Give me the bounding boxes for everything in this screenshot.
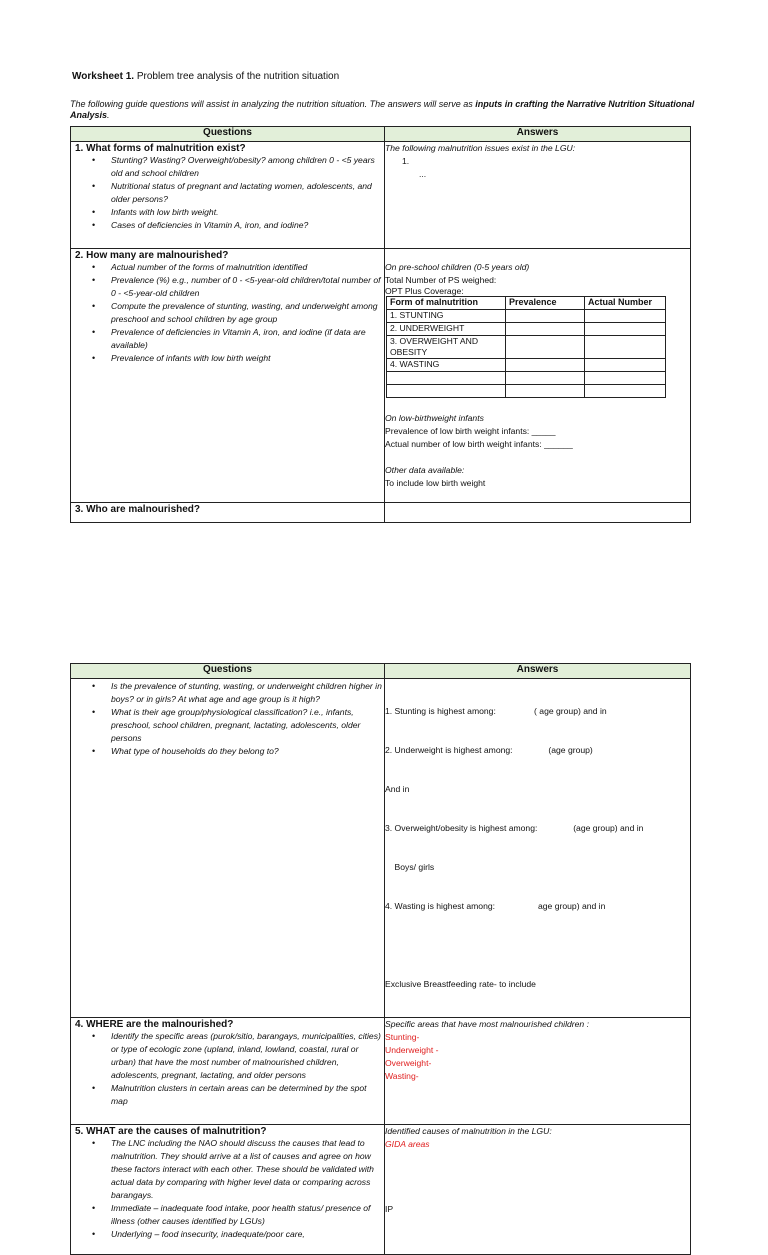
actual-cell[interactable]	[585, 372, 666, 385]
q3-bullets	[71, 679, 384, 758]
q2-preschool-label: On pre-school children (0-5 years old)	[385, 262, 530, 272]
q3-answer-cell[interactable]	[385, 503, 691, 523]
inner-row-label	[387, 372, 506, 385]
q2-opt-coverage: OPT Plus Coverage:	[385, 286, 464, 296]
inner-header-prevalence: Prevalence	[506, 297, 585, 310]
q1-answer-item: 1.	[402, 156, 410, 166]
q5-gida-areas: GIDA areas	[385, 1139, 430, 1149]
list-item: • What is their age group/physiological classification? i.e., infants, preschool, school children, pregnant, lactating, adolescents, older persons	[111, 706, 384, 745]
inner-row-label: 1. STUNTING	[387, 310, 506, 323]
answer-line: 4. Wasting is highest among: age group) and in	[385, 901, 606, 911]
q5-answer-intro: Identified causes of malnutrition in the LGU:	[385, 1126, 552, 1136]
list-item: • Is the prevalence of stunting, wasting, or underweight children higher in boys? or in girls? At what age and age group is it high?	[111, 680, 384, 706]
prevalence-cell[interactable]	[506, 385, 585, 398]
answer-line: 2. Underweight is highest among: (age group)	[385, 745, 593, 755]
q3-heading: 3. Who are malnourished?	[75, 504, 201, 515]
table-row	[71, 679, 691, 1018]
list-item: • Infants with low birth weight.	[111, 206, 384, 219]
list-item: • Immediate – inadequate food intake, poor health status/ presence of illness (other causes identified by LGUs)	[111, 1202, 384, 1228]
list-item: • Prevalence of infants with low birth weight	[111, 352, 384, 365]
q1-heading: 1. What forms of malnutrition exist?	[75, 143, 246, 154]
intro-end: .	[107, 110, 110, 120]
q2-lbw-number: Actual number of low birth weight infants: ______	[385, 439, 573, 449]
intro-text: The following guide questions will assist in analyzing the nutrition situation. The answers will serve as	[70, 99, 476, 109]
list-item: • Nutritional status of pregnant and lactating women, adolescents, and older persons?	[111, 180, 384, 206]
q2-lbw-prevalence: Prevalence of low birth weight infants: _____	[385, 426, 556, 436]
answer-line: 1. Stunting is highest among: ( age group) and in	[385, 706, 607, 716]
answers-header-2: Answers	[385, 664, 691, 679]
table-row	[71, 249, 691, 503]
questions-header-2: Questions	[71, 664, 385, 679]
q2-total-weighed: Total Number of PS weighed:	[385, 275, 497, 285]
inner-row-label: 3. OVERWEIGHT AND OBESITY	[387, 336, 506, 359]
prevalence-cell[interactable]	[506, 336, 585, 359]
q2-bullets	[71, 261, 384, 365]
prevalence-cell[interactable]	[506, 372, 585, 385]
q4-underweight: Underweight -	[385, 1045, 439, 1055]
q1-answer-cell[interactable]	[385, 142, 691, 249]
list-item: • The LNC including the NAO should discuss the causes that lead to malnutrition. They should arrive at a list of causes and agree on how these factors interact with each other. These should be validated with actual data by comparing with higher level data or comparing across barangays.	[111, 1137, 384, 1202]
answers-header: Answers	[385, 127, 691, 142]
inner-header-actual: Actual Number	[585, 297, 666, 310]
q4-answer-intro: Specific areas that have most malnourished children :	[385, 1019, 589, 1029]
list-item: • Underlying – food insecurity, inadequate/poor care,	[111, 1228, 384, 1241]
actual-cell[interactable]	[585, 359, 666, 372]
q5-answer-cell[interactable]	[385, 1125, 691, 1255]
worksheet-title	[72, 71, 339, 82]
list-item: • Cases of deficiencies in Vitamin A, iron, and iodine?	[111, 219, 384, 232]
list-item: • What type of households do they belong to?	[111, 745, 384, 758]
list-item: • Malnutrition clusters in certain areas can be determined by the spot map	[111, 1082, 384, 1108]
intro-paragraph	[70, 99, 695, 121]
q4-bullets	[71, 1030, 384, 1108]
questions-header: Questions	[71, 127, 385, 142]
q2-lbw-label: On low-birthweight infants	[385, 413, 484, 423]
q3-answers-cell[interactable]	[385, 679, 691, 1018]
prevalence-cell[interactable]	[506, 310, 585, 323]
malnutrition-forms-table	[386, 296, 666, 398]
inner-row-label	[387, 385, 506, 398]
q4-overweight: Overweight-	[385, 1058, 432, 1068]
answer-line: Exclusive Breastfeeding rate- to include	[385, 979, 536, 989]
actual-cell[interactable]	[585, 385, 666, 398]
list-item: • Actual number of the forms of malnutrition identified	[111, 261, 384, 274]
q5-ip: IP	[385, 1204, 394, 1214]
q1-bullets	[71, 154, 384, 232]
q2-heading: 2. How many are malnourished?	[75, 250, 229, 261]
list-item: • Identify the specific areas (purok/sitio, barangays, municipalities, cities) or type of ecologic zone (upland, inland, lowland, coastal, rural or urban) that have the most number of malnourished children, adolescents, pregnant, lactating, and older persons	[111, 1030, 384, 1082]
list-item: • Prevalence (%) e.g., number of 0 - <5-year-old children/total number of 0 - <5-year-old children	[111, 274, 384, 300]
q4-answer-cell[interactable]	[385, 1018, 691, 1125]
actual-cell[interactable]	[585, 310, 666, 323]
actual-cell[interactable]	[585, 323, 666, 336]
q2-answer-cell[interactable]	[385, 249, 691, 503]
table-row	[71, 1125, 691, 1255]
list-item: • Prevalence of deficiencies in Vitamin A, iron, and iodine (if data are available)	[111, 326, 384, 352]
table-2	[70, 663, 691, 1255]
answer-line: And in	[385, 784, 410, 794]
inner-row-label: 2. UNDERWEIGHT	[387, 323, 506, 336]
table-row	[71, 503, 691, 523]
table-1	[70, 126, 691, 523]
prevalence-cell[interactable]	[506, 323, 585, 336]
q5-bullets	[71, 1137, 384, 1241]
list-item: • Stunting? Wasting? Overweight/obesity? among children 0 - <5 years old and school children	[111, 154, 384, 180]
answer-line	[385, 939, 690, 952]
prevalence-cell[interactable]	[506, 359, 585, 372]
worksheet-label: Worksheet 1.	[72, 71, 135, 82]
answer-line: Boys/ girls	[385, 862, 435, 872]
q2-include-lbw: To include low birth weight	[385, 478, 486, 488]
q4-wasting: Wasting-	[385, 1071, 419, 1081]
q4-heading: 4. WHERE are the malnourished?	[75, 1019, 234, 1030]
worksheet-subtitle: Problem tree analysis of the nutrition situation	[136, 71, 340, 82]
q4-stunting: Stunting-	[385, 1032, 420, 1042]
q5-heading: 5. WHAT are the causes of malnutrition?	[75, 1126, 267, 1137]
q1-answer-more: ...	[419, 169, 427, 179]
q1-answer-intro: The following malnutrition issues exist in the LGU:	[385, 143, 576, 153]
q2-other-data: Other data available:	[385, 465, 465, 475]
table-row	[71, 1018, 691, 1125]
table-row	[71, 142, 691, 249]
inner-header-form: Form of malnutrition	[387, 297, 506, 310]
inner-row-label: 4. WASTING	[387, 359, 506, 372]
actual-cell[interactable]	[585, 336, 666, 359]
intro-bold-text: inputs in crafting the Narrative Nutrition Situational Analysis	[70, 99, 695, 120]
list-item: • Compute the prevalence of stunting, wasting, and underweight among preschool and school children by age group	[111, 300, 384, 326]
answer-line: 3. Overweight/obesity is highest among: (age group) and in	[385, 823, 644, 833]
